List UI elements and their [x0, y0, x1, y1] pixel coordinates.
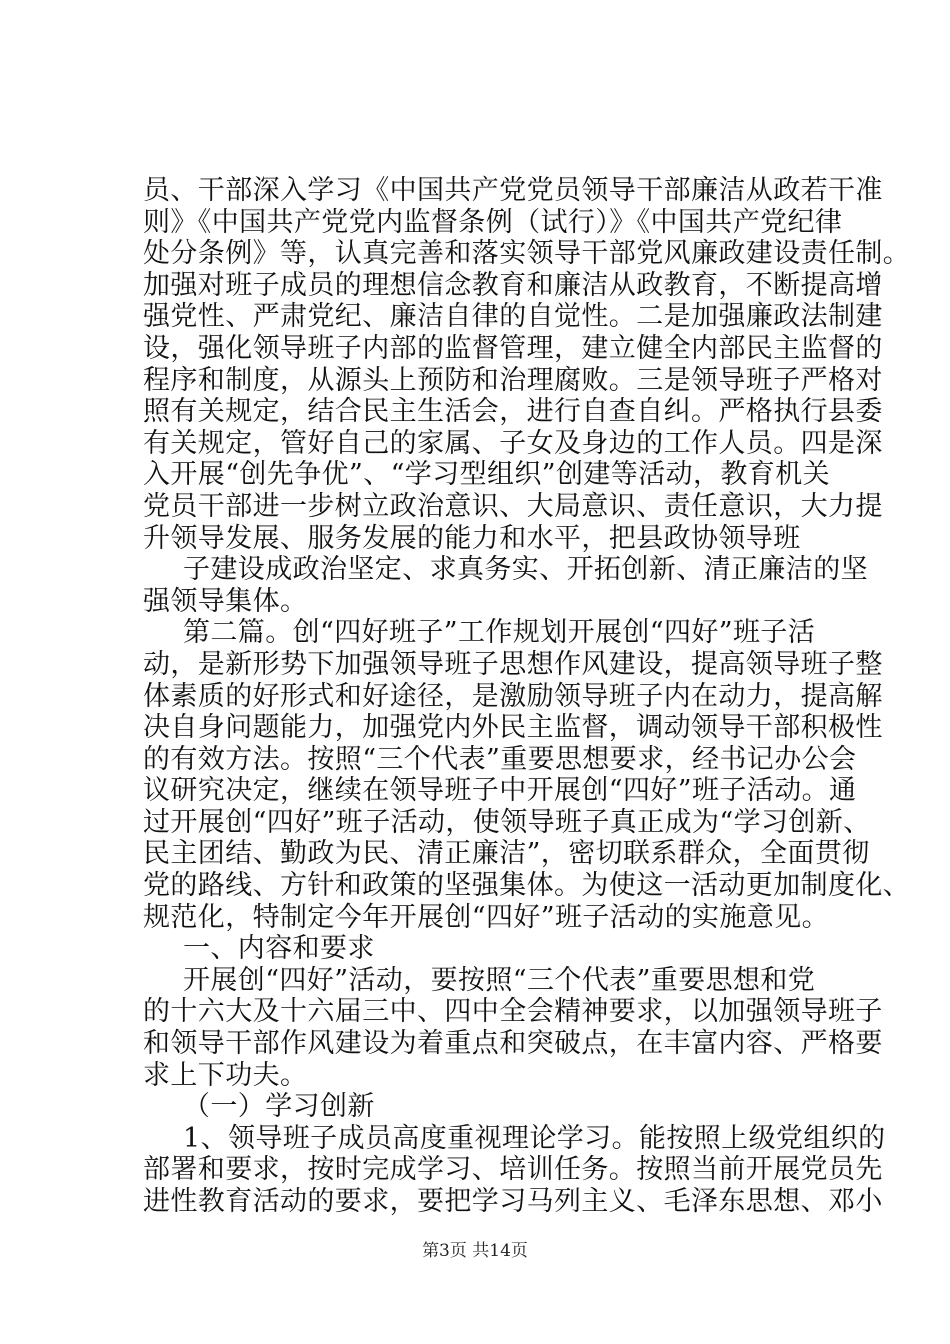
text-line: 规范化，特制定今年开展创“四好”班子活动的实施意见。: [143, 901, 830, 933]
text-line: 强党性、严肃党纪、廉洁自律的自觉性。二是加强廉政法制建: [143, 301, 883, 333]
text-line: 党员干部进一步树立政治意识、大局意识、责任意识，大力提: [143, 490, 883, 522]
text-line: 强领导集体。: [143, 585, 308, 617]
text-line: 过开展创“四好”班子活动，使领导班子真正成为“学习创新、: [143, 806, 871, 838]
document-body: [143, 175, 911, 1218]
text-line: 1、领导班子成员高度重视理论学习。能按照上级党组织的: [183, 1122, 886, 1154]
page-number: 第3页 共14页: [422, 1241, 528, 1261]
page-footer: [0, 1241, 950, 1261]
text-line: 决自身问题能力，加强党内外民主监督，调动领导干部积极性: [143, 712, 883, 744]
text-line: 则》《中国共产党党内监督条例（试行）》《中国共产党纪律: [143, 206, 843, 238]
section-heading-line: 第二篇。创“四好班子”工作规划开展创“四好”班子活: [183, 617, 816, 649]
text-line: 设，强化领导班子内部的监督管理，建立健全内部民主监督的: [143, 332, 883, 364]
text-line: 照有关规定，结合民主生活会，进行自查自纠。严格执行县委: [143, 396, 883, 428]
text-line: 民主团结、勤政为民、清正廉洁”，密切联系群众，全面贯彻: [143, 838, 870, 870]
text-line: 的十六大及十六届三中、四中全会精神要求，以加强领导班子: [143, 996, 883, 1028]
text-line: 员、干部深入学习《中国共产党党员领导干部廉洁从政若干准: [143, 175, 883, 206]
text-line: 和领导干部作风建设为着重点和突破点，在丰富内容、严格要: [143, 1028, 883, 1060]
text-line: 议研究决定，继续在领导班子中开展创“四好”班子活动。通: [143, 775, 857, 807]
text-line: 体素质的好形式和好途径，是激励领导班子内在动力，提高解: [143, 680, 883, 712]
text-line: 开展创“四好”活动，要按照“三个代表”重要思想和党: [183, 964, 816, 996]
text-line: 党的路线、方针和政策的坚强集体。为使这一活动更加制度化、: [143, 870, 911, 902]
text-line: 入开展“创先争优”、“学习型组织”创建等活动，教育机关: [143, 459, 831, 491]
text-line: 的有效方法。按照“三个代表”重要思想要求，经书记办公会: [143, 743, 857, 775]
text-line: 程序和制度，从源头上预防和治理腐败。三是领导班子严格对: [143, 364, 883, 396]
subsection-heading: 一、内容和要求: [183, 933, 375, 965]
text-line: 有关规定，管好自己的家属、子女及身边的工作人员。四是深: [143, 427, 883, 459]
text-line: 部署和要求，按时完成学习、培训任务。按照当前开展党员先: [143, 1154, 883, 1186]
text-line: 子建设成政治坚定、求真务实、开拓创新、清正廉洁的坚: [183, 554, 868, 586]
text-line: 进性教育活动的要求，要把学习马列主义、毛泽东思想、邓小: [143, 1186, 883, 1217]
text-line: 升领导发展、服务发展的能力和水平，把县政协领导班: [143, 522, 801, 554]
text-line: 求上下功夫。: [143, 1059, 308, 1091]
text-line: 处分条例》等，认真完善和落实领导干部党风廉政建设责任制。: [143, 238, 911, 270]
text-line: 动，是新形势下加强领导班子思想作风建设，提高领导班子整: [143, 648, 883, 680]
text-line: 加强对班子成员的理想信念教育和廉洁从政教育，不断提高增: [143, 269, 883, 301]
subsection-heading: （一）学习创新: [183, 1091, 375, 1123]
